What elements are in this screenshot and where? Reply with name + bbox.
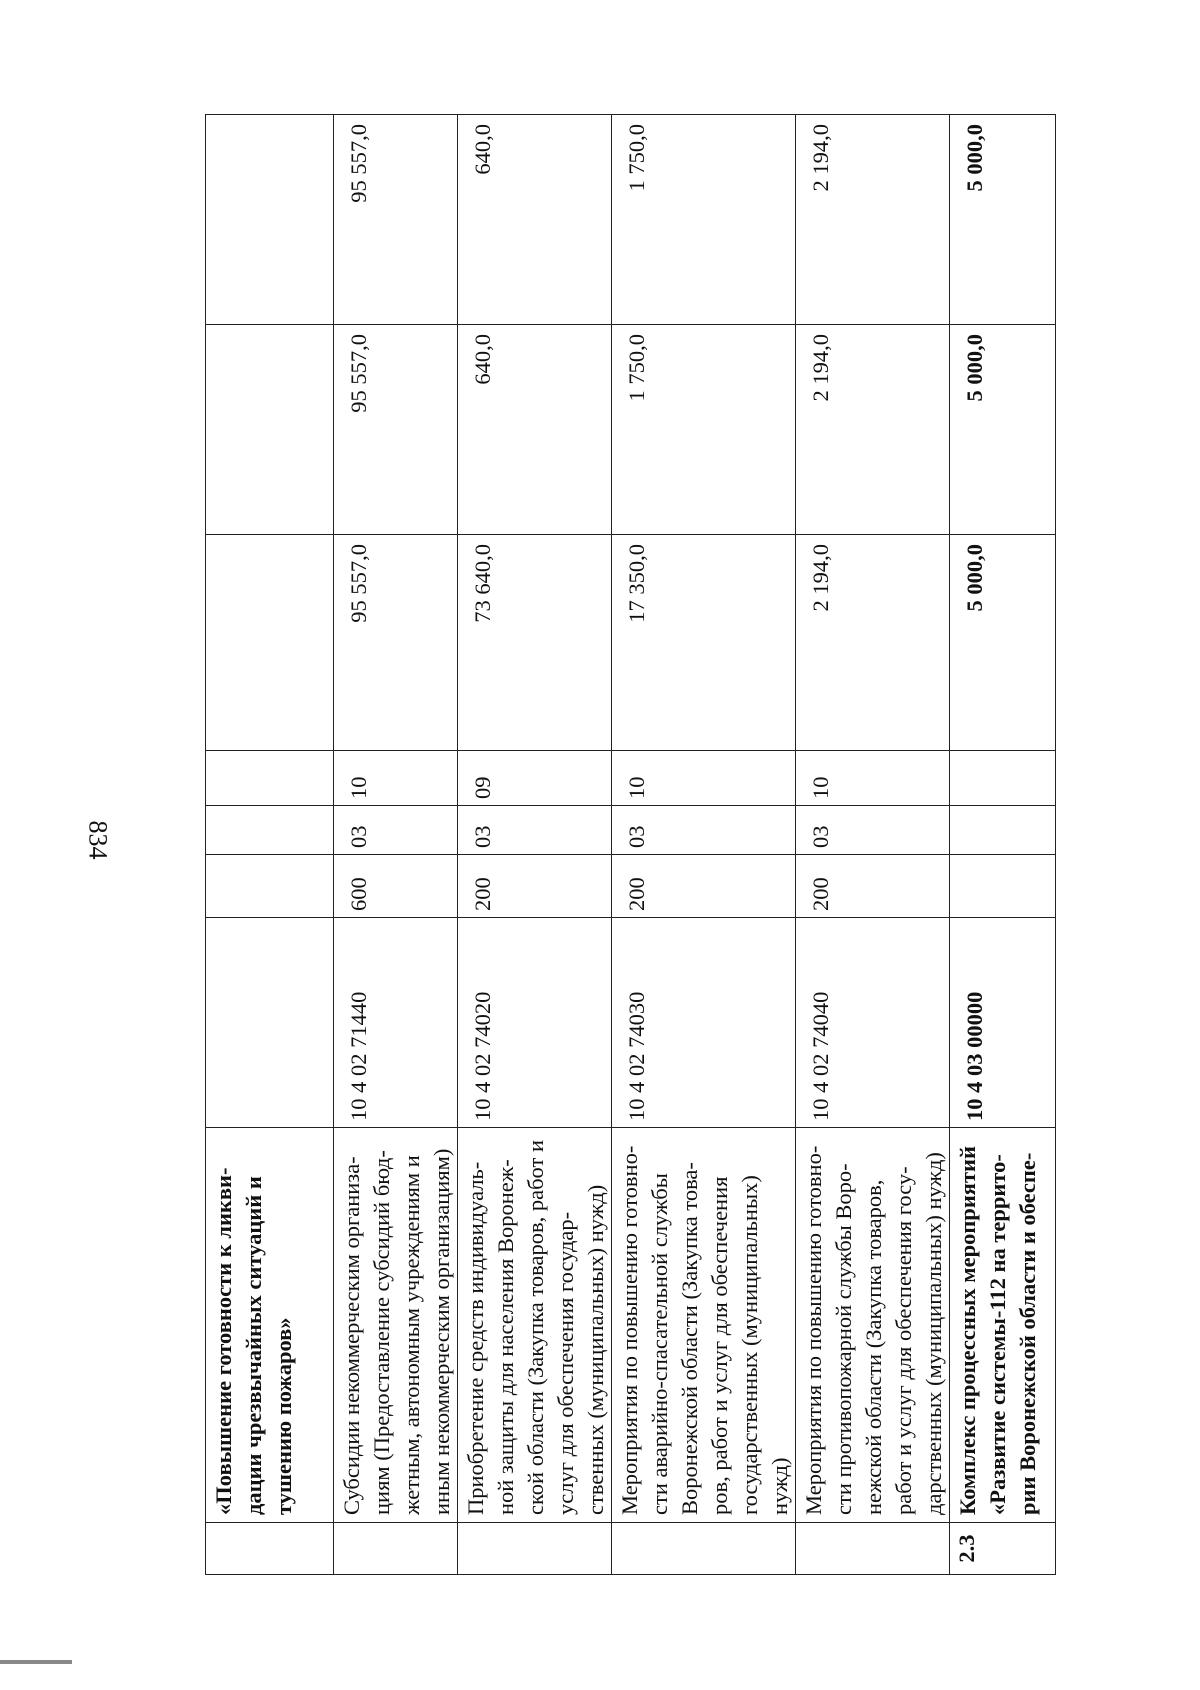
- page-number: 834: [83, 820, 113, 860]
- section-cell: 03: [796, 806, 950, 855]
- row-number-cell: [458, 1523, 612, 1575]
- amount-year1-cell: 95 557,0: [334, 535, 458, 751]
- amount-year1-cell: [206, 535, 334, 751]
- amount-year2-cell: 1 750,0: [612, 325, 796, 535]
- target-code-cell: 10 4 02 74030: [612, 918, 796, 1128]
- subsection-cell: [950, 751, 1056, 806]
- amount-year3-cell: 1 750,0: [612, 115, 796, 325]
- amount-year2-cell: 2 194,0: [796, 325, 950, 535]
- row-number-cell: [612, 1523, 796, 1575]
- target-code-cell: 10 4 02 74040: [796, 918, 950, 1128]
- expense-type-cell: 600: [334, 855, 458, 918]
- amount-year3-cell: [206, 115, 334, 325]
- rotated-table-container: [205, 115, 1040, 1575]
- table-row: [950, 115, 1056, 1575]
- subsection-cell: 09: [458, 751, 612, 806]
- table-row: [458, 115, 612, 1575]
- expense-type-cell: 200: [796, 855, 950, 918]
- section-cell: [950, 806, 1056, 855]
- amount-year1-cell: 73 640,0: [458, 535, 612, 751]
- amount-year2-cell: 5 000,0: [950, 325, 1056, 535]
- scan-edge-mark: [0, 1660, 72, 1664]
- subsection-cell: 10: [334, 751, 458, 806]
- expense-type-cell: 200: [612, 855, 796, 918]
- table-row: [796, 115, 950, 1575]
- expense-type-cell: [950, 855, 1056, 918]
- amount-year1-cell: 5 000,0: [950, 535, 1056, 751]
- row-number-cell: 2.3: [950, 1523, 1056, 1575]
- subsection-cell: [206, 751, 334, 806]
- activity-name-cell: Мероприятия по повышению готовно-сти противопожарной службы Воро-нежской области (Закупка товаров, работ и услуг для обеспечения госу-дарственных (муниципальных) нужд): [796, 1128, 950, 1523]
- table-row: [612, 115, 796, 1575]
- table-row: [334, 115, 458, 1575]
- activity-name-cell: Приобретение средств индивидуаль-ной защиты для населения Воронеж-ской области (Закупка товаров, работ и услуг для обеспечения государ-ственных (муниципальных) нужд): [458, 1128, 612, 1523]
- amount-year2-cell: 95 557,0: [334, 325, 458, 535]
- table-body: [206, 115, 1056, 1575]
- activity-name-cell: Мероприятия по повышению готовно-сти аварийно-спасательной службы Воронежской области (Закупка това-ров, работ и услуг для обеспечения государственных (муниципальных) нужд): [612, 1128, 796, 1523]
- row-number-cell: [334, 1523, 458, 1575]
- target-code-cell: 10 4 02 74020: [458, 918, 612, 1128]
- target-code-cell: 10 4 03 00000: [950, 918, 1056, 1128]
- amount-year3-cell: 2 194,0: [796, 115, 950, 325]
- amount-year1-cell: 2 194,0: [796, 535, 950, 751]
- row-number-cell: [206, 1523, 334, 1575]
- expense-type-cell: 200: [458, 855, 612, 918]
- amount-year3-cell: 95 557,0: [334, 115, 458, 325]
- table-row: [206, 115, 334, 1575]
- subsection-cell: 10: [612, 751, 796, 806]
- activity-name-cell: Комплекс процессных мероприятий «Развитие системы-112 на террито-рии Воронежской области и обеспе-: [950, 1128, 1056, 1523]
- section-cell: 03: [458, 806, 612, 855]
- row-number-cell: [796, 1523, 950, 1575]
- amount-year1-cell: 17 350,0: [612, 535, 796, 751]
- activity-name-cell: Субсидии некоммерческим организа-циям (Предоставление субсидий бюд-жетным, автономным учреждениям и иным некоммерческим организациям): [334, 1128, 458, 1523]
- section-cell: [206, 806, 334, 855]
- section-cell: 03: [334, 806, 458, 855]
- amount-year2-cell: 640,0: [458, 325, 612, 535]
- amount-year3-cell: 640,0: [458, 115, 612, 325]
- amount-year2-cell: [206, 325, 334, 535]
- target-code-cell: 10 4 02 71440: [334, 918, 458, 1128]
- activity-name-cell: «Повышение готовности к ликви-дации чрезвычайных ситуаций и тушению пожаров»: [206, 1128, 334, 1523]
- expense-type-cell: [206, 855, 334, 918]
- subsection-cell: 10: [796, 751, 950, 806]
- amount-year3-cell: 5 000,0: [950, 115, 1056, 325]
- target-code-cell: [206, 918, 334, 1128]
- budget-table: [205, 114, 1056, 1575]
- section-cell: 03: [612, 806, 796, 855]
